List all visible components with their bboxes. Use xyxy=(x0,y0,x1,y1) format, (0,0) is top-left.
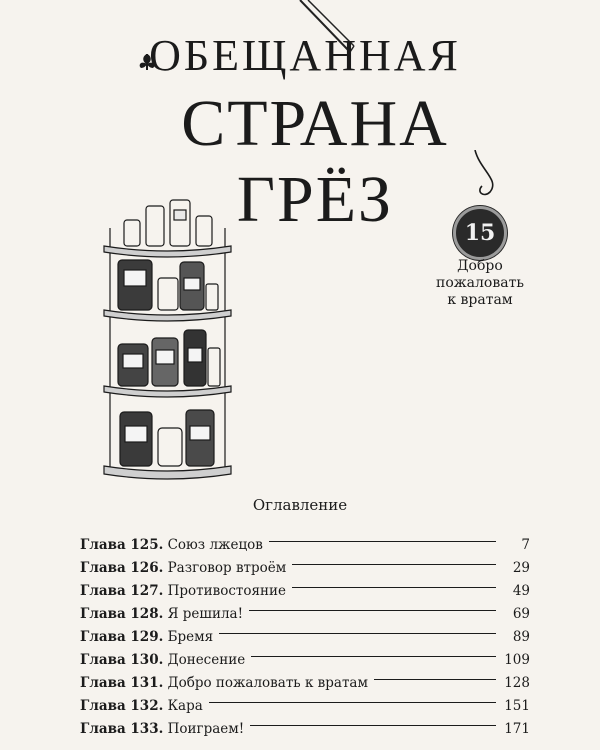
toc-chapter-number: Глава 133. xyxy=(80,720,164,737)
toc-leader-line xyxy=(269,541,496,542)
toc-entry-title xyxy=(80,560,286,576)
toc-chapter-name: Кара xyxy=(167,697,203,714)
toc-chapter-number: Глава 127. xyxy=(80,582,164,599)
toc-leader-line xyxy=(250,725,496,726)
toc-entry[interactable] xyxy=(80,671,530,694)
toc-chapter-name: Поиграем! xyxy=(167,720,245,737)
toc-heading: Оглавление xyxy=(252,496,348,514)
toc-chapter-number: Глава 125. xyxy=(80,536,164,553)
toc-chapter-number: Глава 129. xyxy=(80,628,164,645)
toc-entry[interactable] xyxy=(80,579,530,602)
toc-entry-title xyxy=(80,675,368,691)
toc-entry-title xyxy=(80,698,203,714)
volume-subtitle xyxy=(420,258,540,309)
volume-subtitle-line: пожаловать xyxy=(436,275,524,291)
toc-leader-line xyxy=(292,587,496,588)
toc-leader-line xyxy=(219,633,496,634)
toc-entry[interactable] xyxy=(80,625,530,648)
toc-page-number: 128 xyxy=(504,674,530,691)
toc-chapter-name: Разговор втроём xyxy=(167,559,287,576)
toc-leader-line xyxy=(374,679,496,680)
toc-entry-title xyxy=(80,721,244,737)
toc-leader-line xyxy=(292,564,496,565)
toc-chapter-name: Бремя xyxy=(167,628,214,645)
book-title-line-1: ОБЕЩАННАЯ xyxy=(149,31,461,80)
toc-page-number: 171 xyxy=(504,720,530,737)
toc-entry[interactable] xyxy=(80,602,530,625)
toc-list xyxy=(80,533,530,740)
toc-chapter-number: Глава 132. xyxy=(80,697,164,714)
toc-page-number: 109 xyxy=(504,651,530,668)
toc-entry[interactable] xyxy=(80,694,530,717)
toc-chapter-name: Добро пожаловать к вратам xyxy=(167,674,368,691)
toc-chapter-number: Глава 130. xyxy=(80,651,164,668)
toc-entry-title xyxy=(80,537,263,553)
toc-leader-line xyxy=(251,656,496,657)
toc-entry[interactable] xyxy=(80,648,530,671)
toc-leader-line xyxy=(209,702,496,703)
volume-number-badge xyxy=(453,206,507,260)
volume-number: 15 xyxy=(464,220,496,246)
toc-leader-line xyxy=(249,610,496,611)
toc-chapter-number: Глава 128. xyxy=(80,605,164,622)
toc-page-number: 151 xyxy=(504,697,530,714)
toc-chapter-number: Глава 126. xyxy=(80,559,164,576)
toc-chapter-name: Союз лжецов xyxy=(167,536,263,553)
toc-page-number: 29 xyxy=(512,559,530,576)
title-swirl-decoration xyxy=(470,150,520,200)
toc-chapter-number: Глава 131. xyxy=(80,674,164,691)
toc-page-number: 49 xyxy=(512,582,530,599)
toc-entry[interactable] xyxy=(80,717,530,740)
toc-page-number: 69 xyxy=(512,605,530,622)
toc-page-number: 89 xyxy=(512,628,530,645)
toc-entry[interactable] xyxy=(80,556,530,579)
toc-entry-title xyxy=(80,583,286,599)
toc-chapter-name: Противостояние xyxy=(167,582,286,599)
toc-entry[interactable] xyxy=(80,533,530,556)
toc-entry-title xyxy=(80,652,245,668)
volume-subtitle-line: Добро xyxy=(457,258,503,274)
book-title-line-2: СТРАНА ГРЁЗ xyxy=(181,87,449,236)
toc-entry-title xyxy=(80,606,243,622)
toc-chapter-name: Я решила! xyxy=(167,605,244,622)
toc-chapter-name: Донесение xyxy=(167,651,246,668)
toc-page-number: 7 xyxy=(521,536,530,553)
volume-subtitle-line: к вратам xyxy=(447,292,513,308)
jar-shelf-illustration xyxy=(100,198,235,493)
toc-entry-title xyxy=(80,629,213,645)
